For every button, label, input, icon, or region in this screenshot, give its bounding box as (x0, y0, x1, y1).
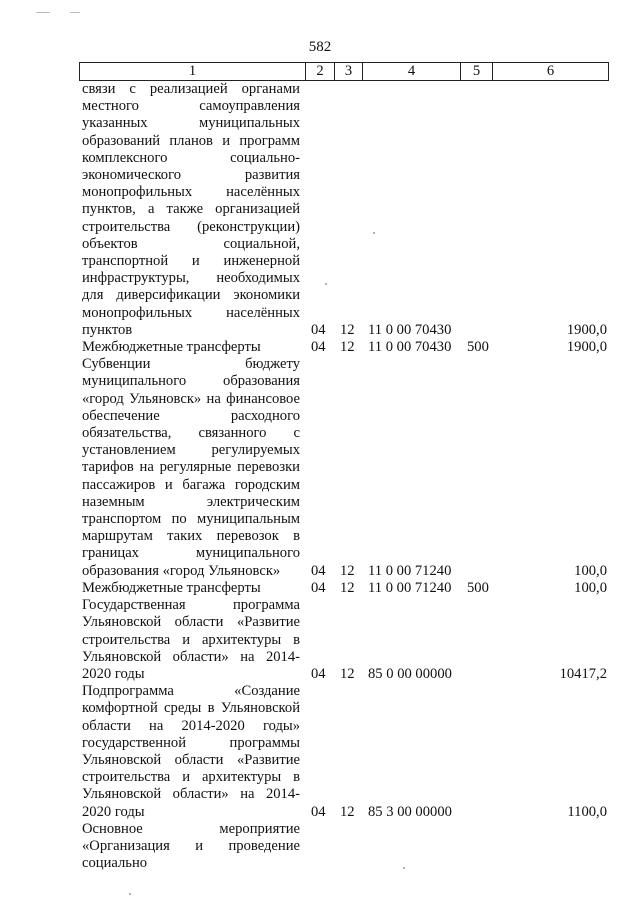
row-subsection: 12 (340, 321, 355, 338)
row-target-article: 11 0 00 71240 (368, 579, 452, 596)
table-row (0, 356, 640, 580)
row-description: Субвенции бюджету муниципального образования «город Ульяновск» на финансовое обеспечение расходного обязательства, связанного с установлением регулируемых тарифов на регулярные перевозки пассажиров и багажа городским наземным электрическим транспортом по муниципальным маршрутам таких перевозок в границах муниципального образования «город Ульяновск» (82, 356, 300, 579)
row-subsection: 12 (340, 803, 355, 820)
row-target-article: 11 0 00 71240 (368, 562, 452, 579)
row-target-article: 85 0 00 00000 (368, 665, 452, 682)
table-row (0, 821, 640, 873)
row-target-article: 11 0 00 70430 (368, 321, 452, 338)
row-description: связи с реализацией органами местного самоуправления указанных муниципальных образований планов и программ комплексного социально-экономического развития монопрофильных населённых пунктов, а также организацией строительства (реконструкции) объектов социальной, транспортной и инженерной инфраструктуры, необходимых для диверсификации экономики монопрофильных населённых пунктов (82, 81, 300, 338)
scan-artifact (373, 232, 375, 234)
row-amount: 1100,0 (567, 803, 607, 820)
row-amount: 10417,2 (559, 665, 607, 682)
scan-artifact (70, 12, 80, 13)
header-col-2: 2 (306, 63, 335, 80)
row-target-article: 85 3 00 00000 (368, 803, 452, 820)
header-col-4: 4 (363, 63, 461, 80)
row-amount: 1900,0 (566, 339, 607, 356)
row-subsection: 12 (340, 665, 355, 682)
table-row (0, 580, 640, 597)
table-row (0, 81, 640, 339)
row-amount: 100,0 (574, 562, 607, 579)
row-section: 04 (311, 803, 326, 820)
scan-artifact (36, 12, 50, 13)
row-section: 04 (311, 321, 326, 338)
row-subsection: 12 (340, 339, 355, 356)
scan-artifact (325, 283, 327, 285)
row-subsection: 12 (340, 579, 355, 596)
row-section: 04 (311, 339, 326, 356)
row-description: Межбюджетные трансферты (82, 339, 261, 356)
table-row (0, 339, 640, 356)
row-description: Межбюджетные трансферты (82, 579, 261, 596)
header-col-6: 6 (546, 63, 555, 79)
row-description: Подпрограмма «Создание комфортной среды в Ульяновской области на 2014-2020 годы» государственной программы Ульяновской области «Развитие строительства и архитектуры в Ульяновской области» на 2014-2020 годы (82, 683, 300, 820)
row-target-article: 11 0 00 70430 (368, 339, 452, 356)
table-row (0, 683, 640, 821)
row-description: Государственная программа Ульяновской области «Развитие строительства и архитектуры в Ульяновской области» на 2014-2020 годы (82, 597, 300, 682)
row-amount: 1900,0 (566, 321, 607, 338)
row-section: 04 (311, 562, 326, 579)
header-col-1: 1 (80, 63, 306, 80)
table-row (0, 597, 640, 683)
scan-artifact (129, 893, 131, 895)
budget-table-body (0, 81, 640, 872)
page-number: 582 (308, 39, 332, 55)
row-section: 04 (311, 579, 326, 596)
row-expense-type: 500 (467, 339, 489, 356)
row-description: Основное мероприятие «Организация и проведение социально (82, 820, 300, 872)
table-header (79, 62, 609, 81)
row-subsection: 12 (340, 562, 355, 579)
row-section: 04 (311, 665, 326, 682)
scan-artifact (403, 867, 405, 869)
row-expense-type: 500 (467, 579, 489, 596)
header-col-5: 5 (461, 63, 493, 80)
row-amount: 100,0 (574, 579, 607, 596)
header-col-3: 3 (335, 63, 363, 80)
